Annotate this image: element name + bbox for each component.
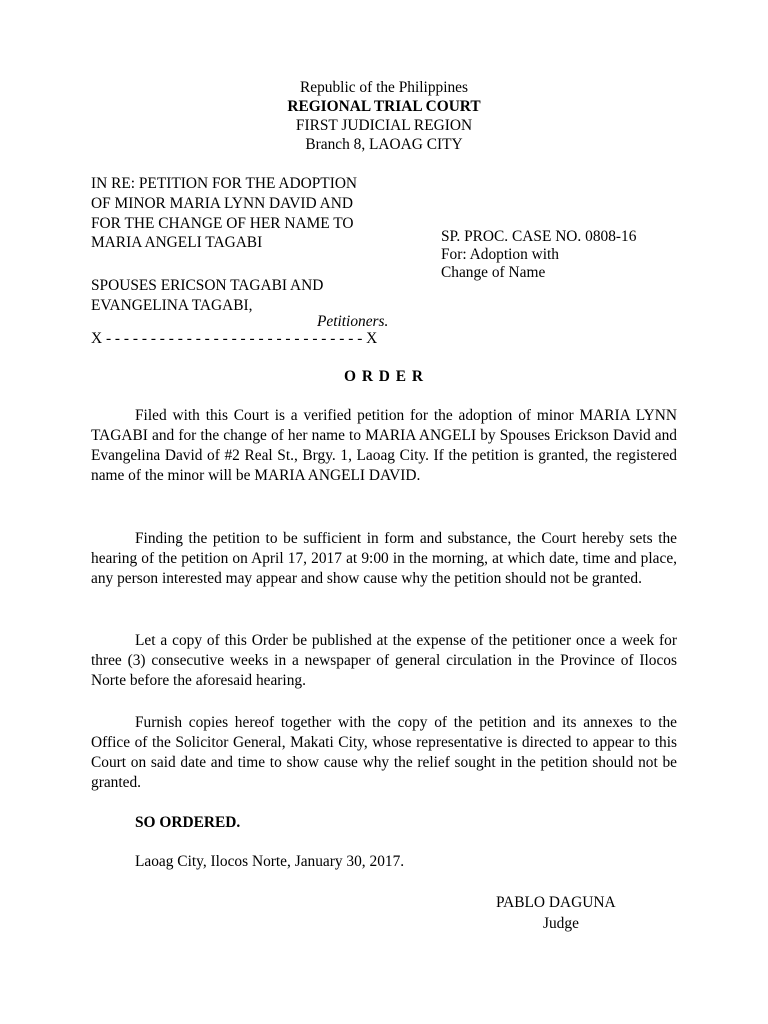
caption-in-re-line: MARIA ANGELI TAGABI (91, 234, 263, 251)
caption-petitioners (91, 276, 323, 316)
body-paragraph: Furnish copies hereof together with the copy of the petition and its annexes to the Office of the Solicitor General, Makati City, whose representative is directed to appear to this Court on said date and time to show cause why the relief sought in the petition should not be granted. (91, 714, 677, 791)
header-court: REGIONAL TRIAL COURT (287, 98, 481, 115)
case-subject-line: For: Adoption with (441, 246, 560, 263)
body-paragraph: Filed with this Court is a verified petition for the adoption of minor MARIA LYNN TAGABI and for the change of her name to MARIA ANGELI by Spouses Erickson David and Evangelina David of #2 Real St., Brgy. 1, Laoag City. If the petition is granted, the registered name of the minor will be MARIA ANGELI DAVID. (91, 407, 677, 484)
header-branch: Branch 8, LAOAG CITY (305, 136, 463, 153)
caption-case-info (441, 228, 636, 282)
caption-in-re-line: IN RE: PETITION FOR THE ADOPTION (91, 175, 358, 192)
so-ordered: SO ORDERED. (135, 814, 241, 831)
caption-separator: X - - - - - - - - - - - - - - - - - - - - - - - - - - - - - X (91, 330, 378, 347)
order-title: O R D E R (344, 368, 424, 385)
caption-in-re-line: FOR THE CHANGE OF HER NAME TO (91, 215, 354, 232)
petitioner-line: SPOUSES ERICSON TAGABI AND (91, 277, 324, 294)
caption-in-re (91, 174, 357, 253)
caption-in-re-line: OF MINOR MARIA LYNN DAVID AND (91, 195, 353, 212)
judge-title: Judge (543, 915, 579, 932)
header-region: FIRST JUDICIAL REGION (295, 117, 473, 134)
case-subject-line: Change of Name (441, 264, 546, 281)
petitioners-label: Petitioners. (317, 313, 389, 330)
petitioner-line: EVANGELINA TAGABI, (91, 297, 253, 314)
case-number: SP. PROC. CASE NO. 0808-16 (441, 228, 637, 245)
place-date: Laoag City, Ilocos Norte, January 30, 2017. (135, 853, 405, 870)
header-republic: Republic of the Philippines (300, 79, 468, 96)
body-paragraph: Let a copy of this Order be published at the expense of the petitioner once a week for three (3) consecutive weeks in a newspaper of general circulation in the Province of Ilocos Norte before the aforesaid hearing. (91, 632, 677, 689)
body-paragraph: Finding the petition to be sufficient in form and substance, the Court hereby sets the hearing of the petition on April 17, 2017 at 9:00 in the morning, at which date, time and place, any person interested may appear and show cause why the petition should not be granted. (91, 530, 677, 587)
judge-name: PABLO DAGUNA (496, 894, 616, 911)
